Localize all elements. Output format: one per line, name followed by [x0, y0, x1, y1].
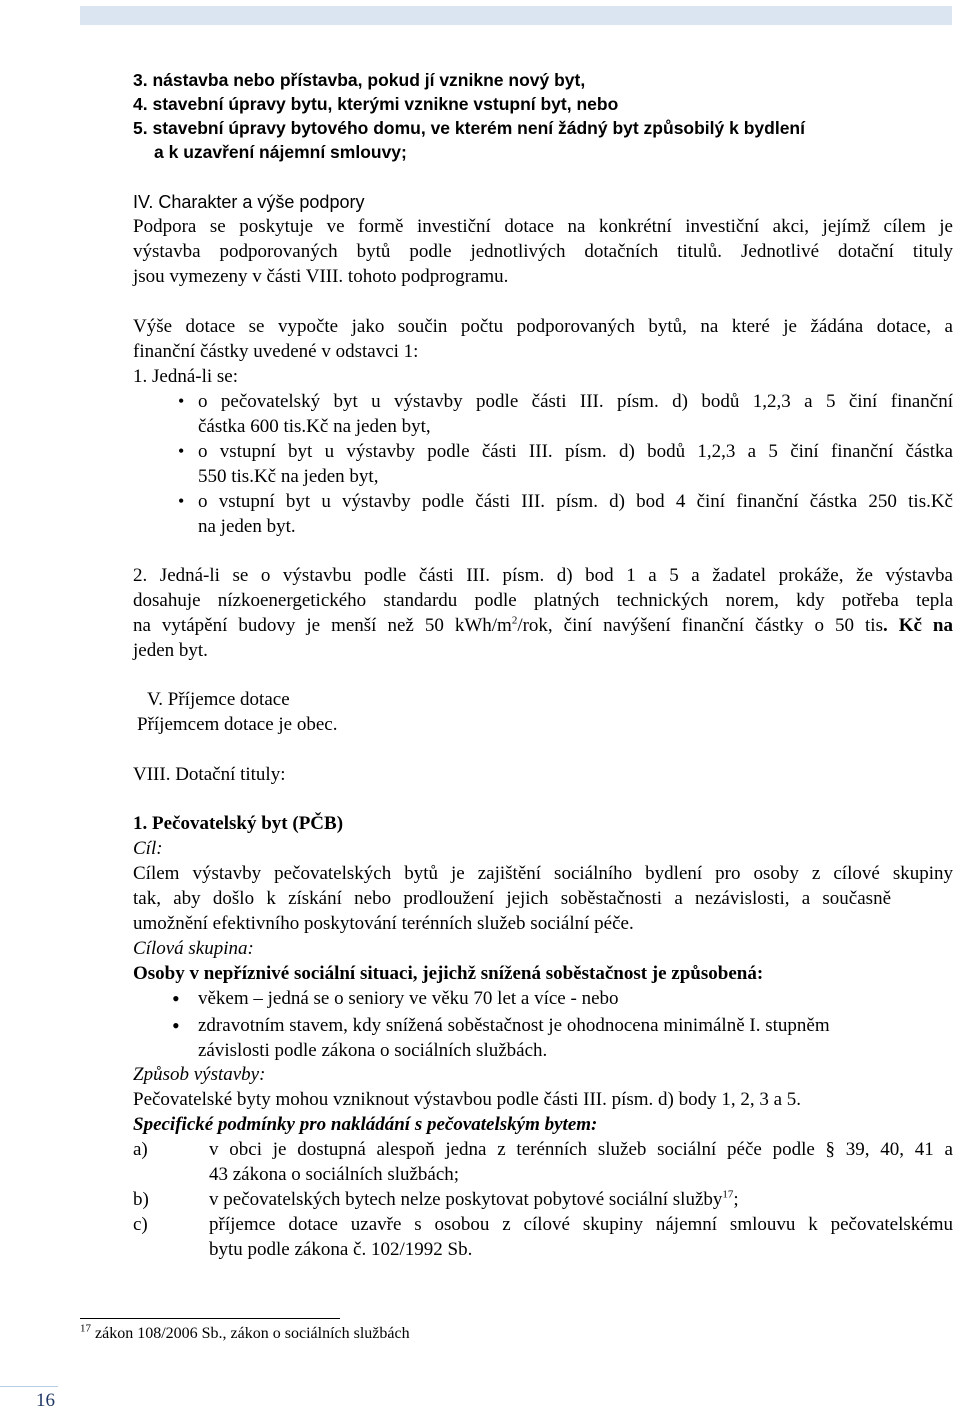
conditions-heading: Specifické podmínky pro nakládání s pečovatelským bytem: — [133, 1114, 598, 1135]
list-item-4: 4. stavební úpravy bytu, kterými vznikne vstupní byt, nebo — [133, 94, 619, 114]
list-item: zdravotním stavem, kdy snížená soběstačnost je ohodnocena minimálně I. stupněm — [198, 1015, 830, 1036]
page-number-rule — [0, 1386, 58, 1387]
paragraph-line: jsou vymezeny v části VIII. tohoto podprogramu. — [133, 266, 509, 287]
paragraph-line: dosahuje nízkoenergetického standardu podle platných technických norem, kdy potřeba tepla — [133, 590, 953, 611]
subsection-title: 1. Pečovatelský byt (PČB) — [133, 813, 344, 834]
paragraph-line: umožnění efektivního poskytování terénních služeb sociální péče. — [133, 913, 634, 934]
list-item-cont: závislosti podle zákona o sociálních službách. — [198, 1040, 548, 1061]
section-heading-viii: VIII. Dotační tituly: — [133, 764, 286, 785]
list-item-5: 5. stavební úpravy bytového domu, ve kterém není žádný byt způsobilý k bydlení — [133, 118, 805, 138]
bullet-icon: • — [172, 986, 180, 1011]
list-letter: c) — [133, 1214, 148, 1235]
paragraph-line: Cílem výstavby pečovatelských bytů je zajištění sociálního bydlení pro osoby z cílové skupiny — [133, 863, 953, 884]
list-item-cont: na jeden byt. — [198, 516, 296, 537]
label-goal: Cíl: — [133, 838, 163, 859]
paragraph-line: 2. Jedná-li se o výstavbu podle části III. písm. d) bod 1 a 5 a žadatel prokáže, že výstavba — [133, 565, 953, 586]
paragraph-line: finanční částky uvedené v odstavci 1: — [133, 341, 419, 362]
footnote-mark: 17 — [80, 1322, 91, 1335]
page-number: 16 — [36, 1390, 55, 1411]
list-item-5-cont: a k uzavření nájemní smlouvy; — [154, 142, 407, 162]
paragraph-line: tak, aby došlo k získání nebo prodloužení jejich soběstačnosti a nezávislosti, a současně — [133, 888, 891, 909]
list-item: věkem – jedná se o seniory ve věku 70 let a více - nebo — [198, 988, 619, 1009]
paragraph-line: výstavba podporovaných bytů podle jednotlivých dotačních titulů. Jednotlivé dotační tituly — [133, 241, 953, 262]
paragraph-line: Podpora se poskytuje ve formě investiční dotace na konkrétní investiční akci, jejímž cílem je — [133, 216, 953, 237]
list-item: v obci je dostupná alespoň jedna z terénních služeb sociální péče podle § 39, 40, 41 a — [209, 1139, 953, 1160]
label-target-group: Cílová skupina: — [133, 938, 254, 959]
footnote-ref[interactable]: 17 — [722, 1188, 734, 1201]
list-item: o vstupní byt u výstavby podle části III. písm. d) bod 4 činí finanční částka 250 tis.Kč — [198, 491, 953, 512]
header-bar — [80, 6, 952, 25]
list-item-cont: částka 600 tis.Kč na jeden byt, — [198, 416, 431, 437]
footnote-divider — [80, 1318, 340, 1319]
bullet-icon: • — [178, 441, 185, 461]
list-item: příjemce dotace uzavře s osobou z cílové skupiny nájemní smlouvu k pečovatelskému — [209, 1214, 953, 1235]
list-letter: a) — [133, 1139, 148, 1160]
list-letter: b) — [133, 1189, 149, 1210]
paragraph-line: Pečovatelské byty mohou vzniknout výstavbou podle části III. písm. d) body 1, 2, 3 a 5. — [133, 1089, 802, 1110]
list-item-cont: 550 tis.Kč na jeden byt, — [198, 466, 379, 487]
list-item: o vstupní byt u výstavby podle části III. písm. d) bodů 1,2,3 a 5 činí finanční částka — [198, 441, 953, 462]
paragraph-line: Příjemcem dotace je obec. — [137, 714, 338, 735]
target-group-heading: Osoby v nepříznivé sociální situaci, jejichž snížená soběstačnost je způsobená: — [133, 963, 764, 984]
footnote: $^{17}$ zákon 108/2006 Sb., zákon o sociálních službách — [80, 1322, 410, 1342]
section-heading-iv: IV. Charakter a výše podpory — [133, 192, 365, 212]
bullet-icon: • — [172, 1013, 180, 1038]
list-heading: 1. Jedná-li se: — [133, 366, 239, 387]
list-item-cont: 43 zákona o sociálních službách; — [209, 1164, 460, 1185]
list-item-3: 3. nástavba nebo přístavba, pokud jí vznikne nový byt, — [133, 70, 586, 90]
label-construction-method: Způsob výstavby: — [133, 1064, 266, 1085]
bullet-icon: • — [178, 391, 185, 411]
paragraph-line: na vytápění budovy je menší než 50 kWh/$m^2$/rok, činí navýšení finanční částky o 50 tis. Kč na — [133, 614, 953, 636]
paragraph-line: jeden byt. — [133, 640, 208, 661]
paragraph-line: Výše dotace se vypočte jako součin počtu podporovaných bytů, na které je žádána dotace, a — [133, 316, 953, 337]
list-item: o pečovatelský byt u výstavby podle části III. písm. d) bodů 1,2,3 a 5 činí finanční — [198, 391, 953, 412]
bullet-icon: • — [178, 491, 185, 511]
section-heading-v: V. Příjemce dotace — [147, 689, 290, 710]
list-item-cont: bytu podle zákona č. 102/1992 Sb. — [209, 1239, 473, 1260]
list-item: v pečovatelských bytech nelze poskytovat pobytové sociální služby$^{17}$; — [209, 1188, 739, 1210]
